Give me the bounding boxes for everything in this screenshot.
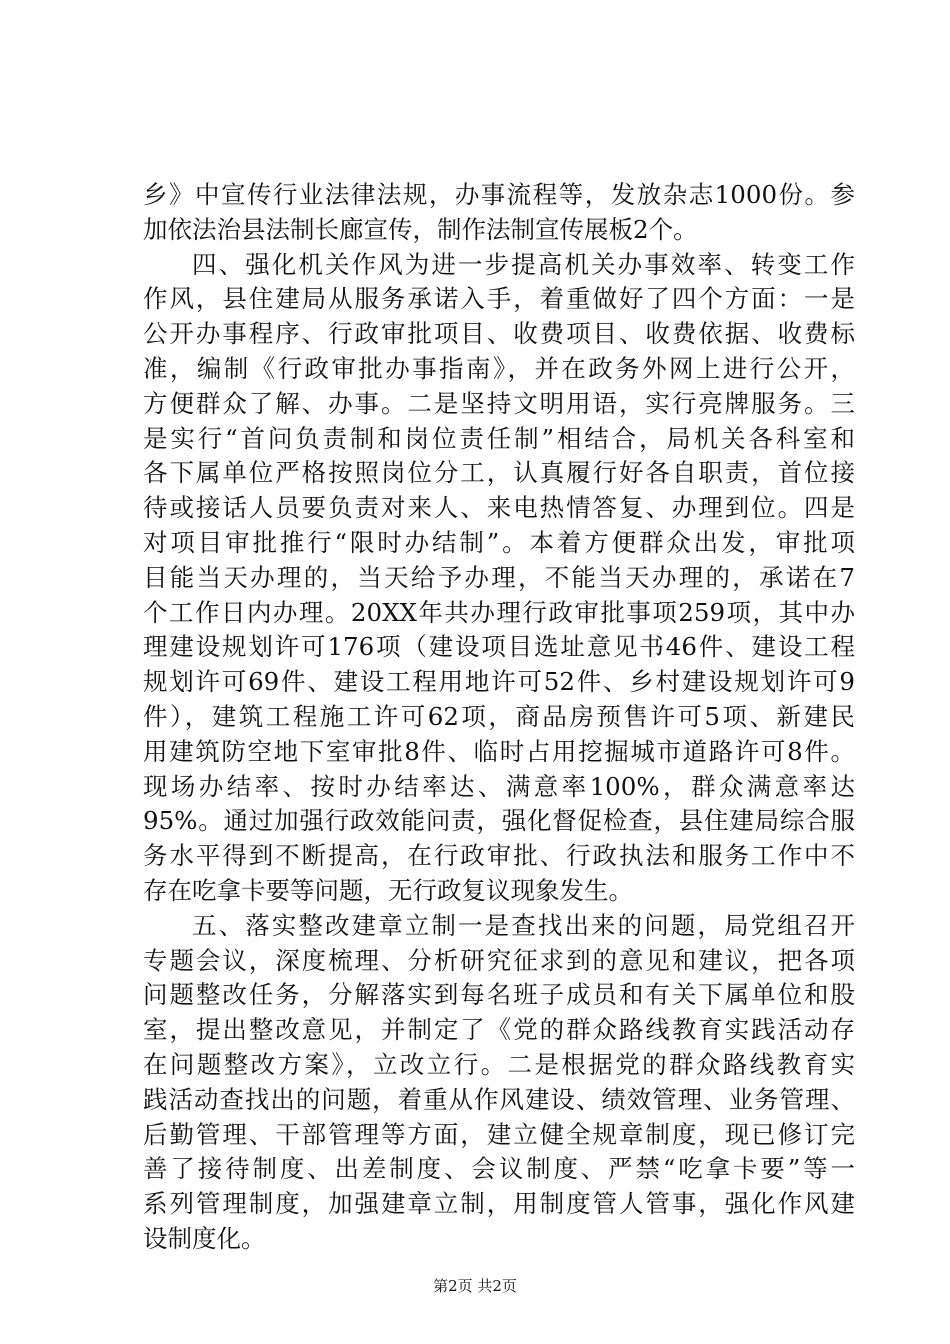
text-line: 系列管理制度，加强建章立制，用制度管人管事，强化作风建 (143, 1189, 855, 1219)
text-line: 乡》中宣传行业法律法规，办事流程等，发放杂志1000份。参 (143, 180, 855, 209)
text-line: 室，提出整改意见，并制定了《党的群众路线教育实践活动存 (143, 1015, 855, 1045)
text-line: 是实行“首问负责制和岗位责任制”相结合，局机关各科室和 (143, 423, 855, 453)
text-line: 待或接话人员要负责对来人、来电热情答复、办理到位。四是 (143, 493, 855, 523)
text-line: 准，编制《行政审批办事指南》，并在政务外网上进行公开， (143, 353, 855, 383)
text-line: 设制度化。 (143, 1223, 266, 1253)
text-line: 件），建筑工程施工许可62项，商品房预售许可5项、新建民 (143, 701, 855, 731)
text-line: 践活动查找出的问题，着重从作风建设、绩效管理、业务管理、 (143, 1084, 855, 1114)
text-line: 理建设规划许可176项（建设项目选址意见书46件、建设工程 (143, 632, 855, 662)
text-line: 目能当天办理的，当天给予办理，不能当天办理的，承诺在7 (143, 562, 855, 592)
document-body (143, 178, 855, 1257)
text-line: 对项目审批推行“限时办结制”。本着方便群众出发，审批项 (143, 527, 855, 557)
text-line: 方便群众了解、办事。二是坚持文明用语，实行亮牌服务。三 (143, 388, 855, 418)
text-line: 在问题整改方案》，立改立行。二是根据党的群众路线教育实 (143, 1049, 855, 1079)
text-line: 后勤管理、干部管理等方面，建立健全规章制度，现已修订完 (143, 1119, 855, 1149)
text-line: 加依法治县法制长廊宣传，制作法制宣传展板2个。 (143, 214, 698, 244)
text-line: 专题会议，深度梳理、分析研究征求到的意见和建议，把各项 (143, 945, 855, 975)
text-line: 规划许可69件、建设工程用地许可52件、乡村建设规划许可9 (143, 667, 855, 697)
paragraph-start-line: 五、落实整改建章立制一是查找出来的问题，局党组召开 (192, 910, 855, 940)
text-line: 存在吃拿卡要等问题，无行政复议现象发生。 (143, 875, 633, 905)
paragraph-start-line: 四、强化机关作风为进一步提高机关办事效率、转变工作 (192, 249, 855, 279)
text-line: 务水平得到不断提高，在行政审批、行政执法和服务工作中不 (143, 841, 855, 871)
page-number-footer: 第2页 共2页 (433, 1277, 517, 1295)
text-line: 现场办结率、按时办结率达、满意率100%，群众满意率达 (143, 771, 855, 801)
text-line: 善了接待制度、出差制度、会议制度、严禁“吃拿卡要”等一 (143, 1154, 855, 1184)
text-line: 个工作日内办理。20XX年共办理行政审批事项259项，其中办 (143, 597, 855, 627)
text-line: 问题整改任务，分解落实到每名班子成员和有关下属单位和股 (143, 980, 855, 1010)
text-line: 用建筑防空地下室审批8件、临时占用挖掘城市道路许可8件。 (143, 736, 855, 766)
text-line: 作风，县住建局从服务承诺入手，着重做好了四个方面：一是 (143, 284, 855, 314)
text-line: 95%。通过加强行政效能问责，强化督促检查，县住建局综合服 (143, 806, 855, 836)
text-line: 各下属单位严格按照岗位分工，认真履行好各自职责，首位接 (143, 458, 855, 488)
text-line: 公开办事程序、行政审批项目、收费项目、收费依据、收费标 (143, 319, 855, 349)
